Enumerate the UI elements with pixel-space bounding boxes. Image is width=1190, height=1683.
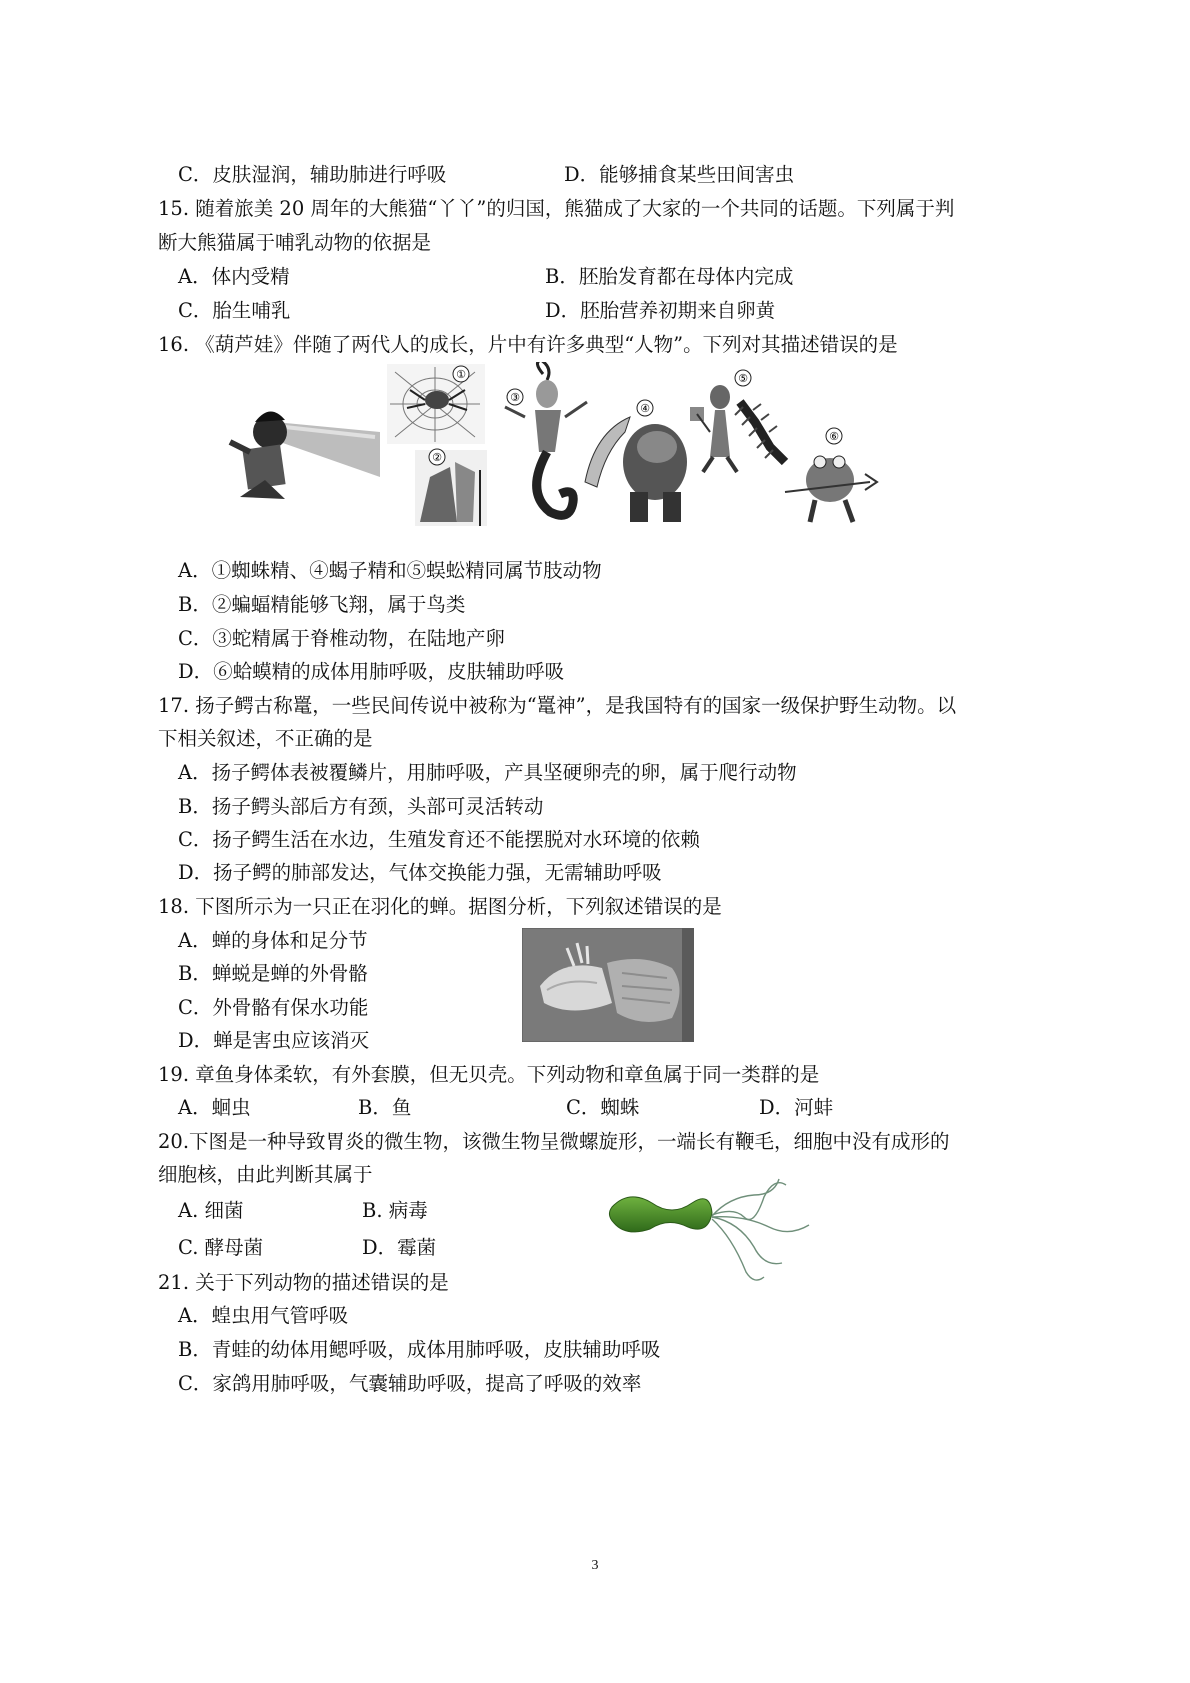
q21-option-b: B．青蛙的幼体用鳃呼吸，成体用肺呼吸，皮肤辅助呼吸: [178, 1338, 661, 1361]
q17-stem-line1: 17. 扬子鳄古称鼍，一些民间传说中被称为“鼍神”，是我国特有的国家一级保护野生动物。以: [158, 694, 957, 717]
centipede-spirit-image: [690, 370, 785, 472]
q17-option-a: A．扬子鳄体表被覆鳞片，用肺呼吸，产具坚硬卵壳的卵，属于爬行动物: [178, 761, 797, 784]
figure-label-4: ④: [640, 402, 650, 415]
calabash-brother-image: [230, 411, 380, 499]
q15-option-a: A．体内受精: [178, 265, 290, 288]
q19-option-c: C．蜘蛛: [566, 1096, 640, 1119]
q18-option-a: A．蝉的身体和足分节: [178, 929, 368, 952]
q18-option-c: C．外骨骼有保水功能: [178, 996, 369, 1019]
spider-spirit-image: [387, 364, 485, 444]
q16-stem: 16. 《葫芦娃》伴随了两代人的成长，片中有许多典型“人物”。下列对其描述错误的是: [158, 333, 898, 356]
q16-option-a: A．①蜘蛛精、④蝎子精和⑤蜈蚣精同属节肢动物: [178, 559, 602, 582]
cicada-molting-photo: [522, 928, 694, 1042]
q20-option-a: A. 细菌: [178, 1199, 244, 1222]
q15-option-c: C．胎生哺乳: [178, 299, 291, 322]
q15-stem-line2: 断大熊猫属于哺乳动物的依据是: [158, 231, 432, 254]
figure-label-5: ⑤: [738, 372, 748, 385]
q18-stem: 18. 下图所示为一只正在羽化的蝉。据图分析，下列叙述错误的是: [158, 895, 722, 918]
q15-option-b: B．胚胎发育都在母体内完成: [545, 265, 794, 288]
q21-option-a: A．蝗虫用气管呼吸: [178, 1304, 349, 1327]
q20-stem-line1: 20.下图是一种导致胃炎的微生物，该微生物呈微螺旋形，一端长有鞭毛，细胞中没有成形的: [158, 1130, 950, 1153]
q17-option-c: C．扬子鳄生活在水边，生殖发育还不能摆脱对水环境的依赖: [178, 828, 700, 851]
figure-label-3: ③: [510, 391, 520, 404]
helicobacter-bacterium-image: [604, 1177, 814, 1287]
q20-option-d: D．霉菌: [362, 1236, 437, 1259]
q19-option-d: D．河蚌: [759, 1096, 834, 1119]
bat-spirit-image: [415, 449, 487, 526]
q14-option-c: C．皮肤湿润，辅助肺进行呼吸: [178, 163, 447, 186]
q15-option-d: D．胚胎营养初期来自卵黄: [545, 299, 776, 322]
q16-option-c: C．③蛇精属于脊椎动物，在陆地产卵: [178, 627, 505, 650]
page-number: 3: [591, 1558, 599, 1573]
figure-label-1: ①: [456, 368, 466, 381]
q16-option-d: D．⑥蛤蟆精的成体用肺呼吸，皮肤辅助呼吸: [178, 660, 565, 683]
figure-label-6: ⑥: [829, 430, 839, 443]
q21-option-c: C．家鸽用肺呼吸，气囊辅助呼吸，提高了呼吸的效率: [178, 1372, 642, 1395]
q14-option-d: D．能够捕食某些田间害虫: [564, 163, 795, 186]
figure-label-2: ②: [432, 451, 442, 464]
q16-cartoon-figure: [225, 362, 885, 530]
snake-spirit-image: [505, 362, 587, 515]
q21-stem: 21. 关于下列动物的描述错误的是: [158, 1271, 449, 1294]
q20-option-c: C. 酵母菌: [178, 1236, 264, 1259]
q17-option-b: B．扬子鳄头部后方有颈，头部可灵活转动: [178, 795, 544, 818]
scorpion-spirit-image: [585, 400, 687, 522]
q17-stem-line2: 下相关叙述，不正确的是: [158, 727, 373, 750]
q18-option-d: D．蝉是害虫应该消灭: [178, 1029, 370, 1052]
q16-option-b: B．②蝙蝠精能够飞翔，属于鸟类: [178, 593, 466, 616]
q20-option-b: B. 病毒: [362, 1199, 428, 1222]
q18-option-b: B．蝉蜕是蝉的外骨骼: [178, 962, 368, 985]
toad-spirit-image: [785, 428, 877, 522]
q19-stem: 19. 章鱼身体柔软，有外套膜，但无贝壳。下列动物和章鱼属于同一类群的是: [158, 1063, 820, 1086]
q19-option-b: B．鱼: [358, 1096, 412, 1119]
q17-option-d: D．扬子鳄的肺部发达，气体交换能力强，无需辅助呼吸: [178, 861, 662, 884]
q19-option-a: A．蛔虫: [178, 1096, 251, 1119]
q15-stem-line1: 15. 随着旅美 20 周年的大熊猫“丫丫”的归国，熊猫成了大家的一个共同的话题。下列属于判: [158, 197, 955, 220]
q20-stem-line2: 细胞核，由此判断其属于: [158, 1163, 373, 1186]
